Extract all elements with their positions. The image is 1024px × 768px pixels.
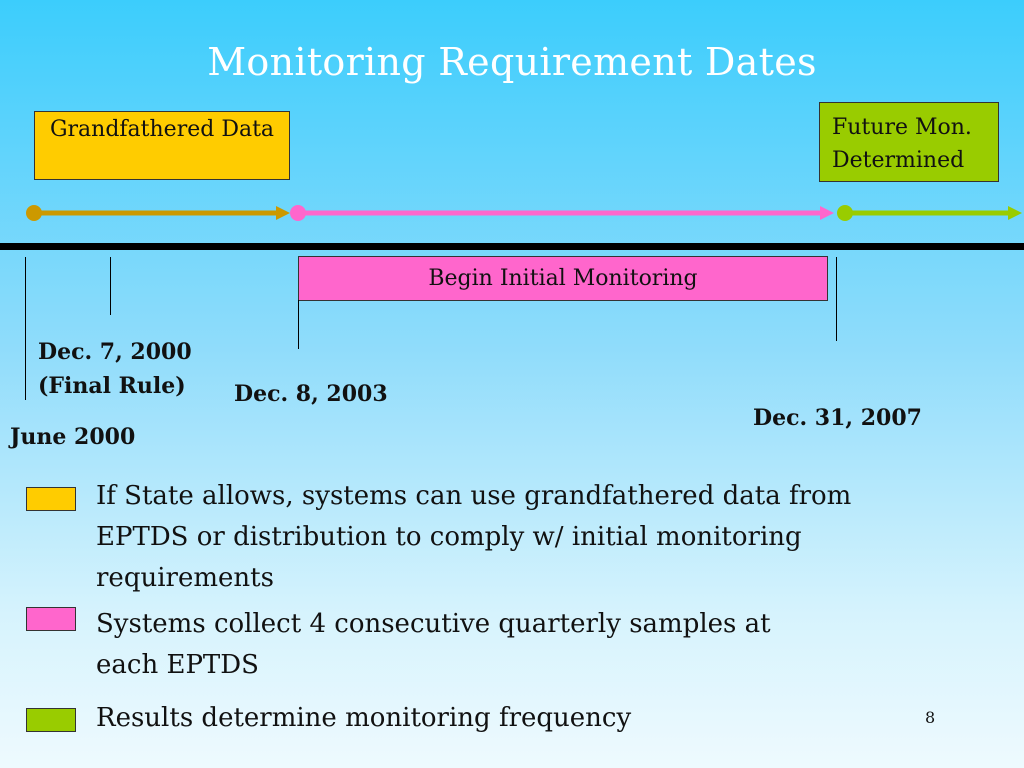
date-june-2000: June 2000 [10, 424, 136, 450]
page-title: Monitoring Requirement Dates [207, 40, 817, 84]
grandfathered-start-dot [26, 205, 42, 221]
timeline-arrows [0, 195, 1024, 255]
future-arrow-head [1008, 206, 1022, 220]
page-number: 8 [925, 708, 936, 727]
initial-start-dot [290, 205, 306, 221]
legend-swatch-initial [26, 607, 76, 631]
june-2000-tick [25, 257, 26, 400]
legend-swatch-grandfathered [26, 487, 76, 511]
future-start-dot [837, 205, 853, 221]
grandfathered-arrow-head [276, 206, 290, 220]
date-dec-7-2000: Dec. 7, 2000 [38, 339, 192, 365]
future-monitoring-box: Future Mon. Determined [819, 102, 999, 182]
begin-initial-monitoring-box: Begin Initial Monitoring [298, 256, 828, 301]
legend-swatch-future [26, 708, 76, 732]
timeline-baseline [0, 243, 1024, 250]
grandfathered-data-box: Grandfathered Data [34, 111, 290, 180]
dec-7-2000-tick [110, 257, 111, 315]
legend-text-grandfathered: If State allows, systems can use grandfathered data from EPTDS or distribution to comply w/ initial monitoring requirements [96, 481, 852, 593]
date-dec-8-2003: Dec. 8, 2003 [234, 381, 388, 407]
dec-8-2003-tick [298, 300, 299, 349]
date-final-rule: (Final Rule) [38, 373, 186, 399]
legend-text-initial: Systems collect 4 consecutive quarterly samples at each EPTDS [96, 609, 771, 680]
legend-text-future: Results determine monitoring frequency [96, 703, 632, 733]
dec-31-2007-tick [836, 257, 837, 341]
date-dec-31-2007: Dec. 31, 2007 [753, 405, 922, 431]
initial-arrow-head [820, 206, 834, 220]
